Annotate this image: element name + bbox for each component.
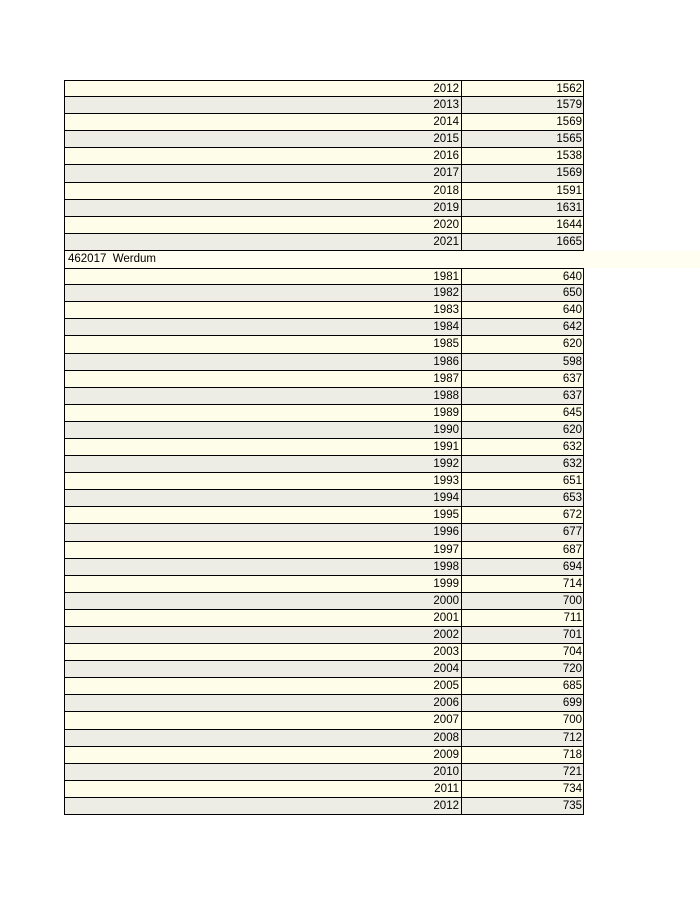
- table-row: [64, 644, 584, 661]
- year-cell: 2009: [65, 747, 462, 763]
- table-row: [64, 80, 584, 97]
- table-row: [64, 302, 584, 319]
- value-cell: 1644: [556, 218, 582, 231]
- value-cell: 620: [562, 338, 582, 351]
- table-row: [64, 114, 584, 131]
- year-cell: 2014: [65, 114, 462, 130]
- year-cell: 2019: [65, 200, 462, 216]
- year-cell: 1993: [65, 473, 462, 489]
- value-cell: 721: [562, 765, 582, 778]
- table-row: [64, 200, 584, 217]
- table-row: [64, 319, 584, 336]
- table-row: [64, 183, 584, 200]
- year-cell: 2004: [65, 661, 462, 677]
- value-cell: 653: [562, 492, 582, 505]
- year-cell: 2003: [65, 644, 462, 660]
- value-cell: 645: [562, 406, 582, 419]
- section-header-row: [64, 251, 700, 268]
- value-cell: 650: [562, 287, 582, 300]
- value-cell: 598: [562, 355, 582, 368]
- value-cell: 620: [562, 423, 582, 436]
- table-row: [64, 217, 584, 234]
- population-table: [64, 80, 700, 815]
- year-cell: 1982: [65, 285, 462, 301]
- table-row: [64, 422, 584, 439]
- table-row: [64, 456, 584, 473]
- year-cell: 1998: [65, 559, 462, 575]
- value-cell: 1591: [556, 184, 582, 197]
- year-cell: 2021: [65, 234, 462, 250]
- value-cell: 1569: [556, 116, 582, 129]
- year-cell: 2007: [65, 712, 462, 728]
- value-cell: 642: [562, 321, 582, 334]
- value-cell: 632: [562, 458, 582, 471]
- table-row: [64, 661, 584, 678]
- year-cell: 1999: [65, 576, 462, 592]
- table-row: [64, 542, 584, 559]
- table-row: [64, 678, 584, 695]
- value-cell: 711: [563, 611, 582, 624]
- table-row: [64, 507, 584, 524]
- year-cell: 1989: [65, 405, 462, 421]
- table-row: [64, 354, 584, 371]
- table-row: [64, 764, 584, 781]
- year-cell: 1983: [65, 302, 462, 318]
- table-row: [64, 712, 584, 729]
- value-cell: 718: [562, 748, 582, 761]
- year-cell: 2012: [65, 798, 462, 814]
- table-row: [64, 798, 584, 815]
- value-cell: 672: [562, 509, 582, 522]
- year-cell: 1991: [65, 439, 462, 455]
- year-cell: 2000: [65, 593, 462, 609]
- year-cell: 2008: [65, 730, 462, 746]
- value-cell: 651: [562, 475, 582, 488]
- table-row: [64, 285, 584, 302]
- table-row: [64, 610, 584, 627]
- year-cell: 1987: [65, 371, 462, 387]
- table-row: [64, 268, 584, 285]
- table-row: [64, 388, 584, 405]
- value-cell: 640: [562, 304, 582, 317]
- value-cell: 1538: [556, 150, 582, 163]
- year-cell: 1990: [65, 422, 462, 438]
- table-row: [64, 781, 584, 798]
- year-cell: 1994: [65, 490, 462, 506]
- table-row: [64, 627, 584, 644]
- year-cell: 2017: [65, 165, 462, 181]
- value-cell: 1579: [556, 99, 582, 112]
- year-cell: 1996: [65, 524, 462, 540]
- year-cell: 1985: [65, 336, 462, 352]
- value-cell: 677: [562, 526, 582, 539]
- year-cell: 2010: [65, 764, 462, 780]
- value-cell: 640: [562, 271, 582, 284]
- value-cell: 704: [562, 646, 582, 659]
- value-cell: 694: [562, 560, 582, 573]
- year-cell: 2005: [65, 678, 462, 694]
- table-row: [64, 524, 584, 541]
- value-cell: 700: [562, 594, 582, 607]
- year-cell: 1997: [65, 542, 462, 558]
- value-cell: 1569: [556, 167, 582, 180]
- table-row: [64, 131, 584, 148]
- year-cell: 1992: [65, 456, 462, 472]
- table-row: [64, 371, 584, 388]
- value-cell: 687: [562, 543, 582, 556]
- value-cell: 734: [562, 782, 582, 795]
- year-cell: 2001: [65, 610, 462, 626]
- year-cell: 2013: [65, 97, 462, 113]
- value-cell: 685: [562, 680, 582, 693]
- table-row: [64, 730, 584, 747]
- table-row: [64, 405, 584, 422]
- table-row: [64, 576, 584, 593]
- year-cell: 1981: [65, 269, 462, 284]
- year-cell: 2012: [65, 81, 462, 96]
- value-cell: 720: [562, 663, 582, 676]
- value-cell: 712: [562, 731, 582, 744]
- year-cell: 1984: [65, 319, 462, 335]
- value-cell: 1565: [556, 133, 582, 146]
- value-cell: 714: [562, 577, 582, 590]
- table-row: [64, 695, 584, 712]
- value-cell: 637: [562, 389, 582, 402]
- table-row: [64, 559, 584, 576]
- table-row: [64, 439, 584, 456]
- year-cell: 2015: [65, 131, 462, 147]
- value-cell: 699: [562, 697, 582, 710]
- table-row: [64, 165, 584, 182]
- table-row: [64, 593, 584, 610]
- section-header-label: 462017 Werdum: [68, 252, 157, 265]
- table-row: [64, 97, 584, 114]
- value-cell: 632: [562, 440, 582, 453]
- table-row: [64, 336, 584, 353]
- table-row: [64, 148, 584, 165]
- table-row: [64, 747, 584, 764]
- year-cell: 2018: [65, 183, 462, 199]
- table-row: [64, 490, 584, 507]
- year-cell: 1995: [65, 507, 462, 523]
- year-cell: 2006: [65, 695, 462, 711]
- value-cell: 637: [562, 372, 582, 385]
- table-row: [64, 473, 584, 490]
- year-cell: 2020: [65, 217, 462, 233]
- value-cell: 700: [562, 714, 582, 727]
- table-row: [64, 234, 584, 251]
- value-cell: 1562: [556, 83, 582, 95]
- year-cell: 2002: [65, 627, 462, 643]
- year-cell: 2011: [65, 781, 462, 797]
- year-cell: 2016: [65, 148, 462, 164]
- value-cell: 1665: [556, 235, 582, 248]
- value-cell: 735: [562, 799, 582, 812]
- year-cell: 1986: [65, 354, 462, 370]
- value-cell: 701: [562, 629, 582, 641]
- year-cell: 1988: [65, 388, 462, 404]
- value-cell: 1631: [556, 201, 582, 214]
